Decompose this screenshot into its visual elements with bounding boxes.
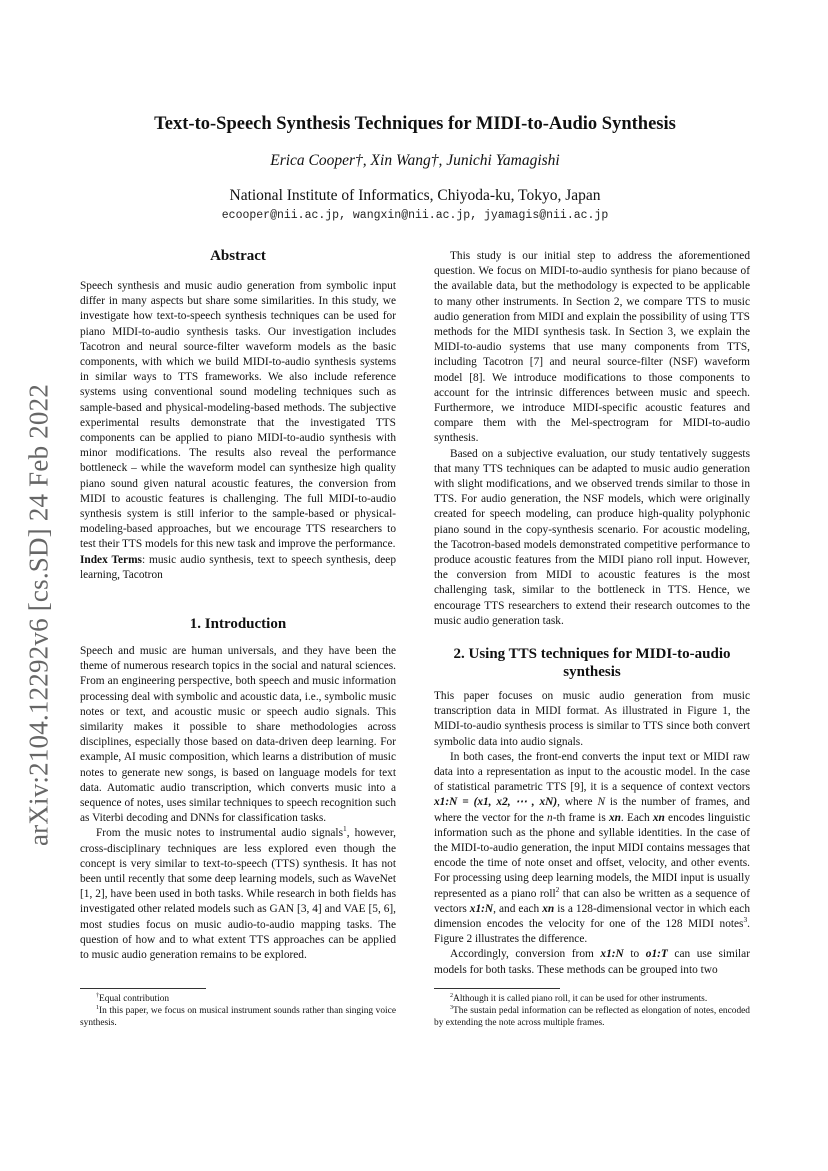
index-terms-label: Index Terms [80, 553, 142, 566]
footnote-rule-right [434, 988, 560, 989]
intro-paragraph-1: Speech and music are human universals, and they have been the theme of numerous research topics in the social and natural sciences. From an engineering perspective, both speech and music information processing deal with symbolic and acoustic data, i.e., symbolic music notes or text, and acoustic music or speech audio signals. This similarity makes it possible to share methodologies across disciplines, especially those based on data-driven deep learning. For example, AI music composition, which learns a distribution of music notes to generate new songs, is based on language models for text data. Automatic audio transcription, which converts music into a sequence of notes, uses similar techniques to speech recognition such as Viterbi decoding and DNNs for classification tasks. [80, 645, 396, 825]
footnote-rule-left [80, 988, 206, 989]
footnote-marker-3[interactable]: 3 [743, 915, 748, 925]
footnote-equal-contribution: †Equal contribution [96, 992, 170, 1004]
math-context-vectors: x1:N = (x1, x2, ⋯ , xN) [434, 796, 558, 809]
index-terms-text: : music audio synthesis, text to speech synthesis, deep learning, Tacotron [80, 553, 396, 581]
footnote-marker-1[interactable]: 1 [343, 824, 347, 834]
abstract-heading: Abstract [210, 248, 266, 264]
right-paragraph-2: Based on a subjective evaluation, our study tentatively suggests that many TTS techniques can be adapted to music audio generation with slight modifications, and we observed trends similar to those in TTS. For audio generation, the NSF models, which were originally created for speech modeling, can produce high-quality polyphonic piano sound in the copy-synthesis scenario. For acoustic modeling, the Tacotron-based models demonstrated competitive performance to produce acoustic features from the MIDI piano roll input. However, the conversion from MIDI to acoustic features is the most challenging task, similar to the bottleneck in TTS. Hence, we encourage TTS researchers to extend their research outcomes to the music audio generation task. [434, 447, 750, 627]
abstract-text: Speech synthesis and music audio generation from symbolic input differ in many aspects but share some similarities. In this study, we investigate how text-to-speech synthesis techniques can be used for piano MIDI-to-audio synthesis tasks. Our investigation includes Tacotron and neural source-filter waveform models as the basic components, with which we build MIDI-to-audio synthesis systems in similar ways to TTS frameworks. We also include reference systems using conventional sound modeling techniques such as sample-based and physical-modeling-based methods. The subjective experimental results demonstrate that the investigated TTS components can be applied to piano MIDI-to-audio synthesis with minor modifications. The results also reveal the performance bottleneck – while the waveform model can synthesize high quality piano sound given natural acoustic features, the conversion from MIDI to acoustic features is challenging. The full MIDI-to-audio synthesis system is still inferior to the sample-based or physical-modeling-based approaches, but we encourage TTS researchers to test their TTS models for this new task and improve the performance. [80, 280, 396, 551]
footnote-marker-2[interactable]: 2 [555, 884, 560, 894]
section-2-body [434, 689, 750, 978]
abstract-body [80, 279, 396, 583]
intro-heading: 1. Introduction [189, 616, 287, 632]
footnote-3: $^3$The sustain pedal information can be reflected as elongation of notes, encoded by extending the note across multiple frames. [434, 1005, 750, 1029]
author-list: Erica Cooper†, Xin Wang†, Junichi Yamagishi [270, 152, 560, 169]
footnote-2: $^2$Although it is called piano roll, it can be used for other instruments. [450, 992, 708, 1004]
intro-paragraph-2 [80, 826, 396, 963]
intro-p2-rest: , however, cross-disciplinary techniques are less explored even though the concept is very similar to text-to-speech (TTS) synthesis. It has not been until recently that some deep learning models, such as WaveNet [1, 2], have been used in both tasks. While research in both fields has investigated other related models such as GAN [3, 4] and VAE [5, 6], most studies focus on music audio-to-audio mapping tasks. The question of how and to what extent TTS approaches can be applied to music audio generation remains to be explored. [80, 827, 396, 962]
right-paragraph-1: This study is our initial step to address the aforementioned question. We focus on MIDI-to-audio synthesis for piano because of the available data, but the methodology is expected to be applicable to many other instruments. In Section 2, we compare TTS to music audio generation from MIDI and explain the possibility of using TTS methods for the MIDI synthesis task. In Section 3, we explain the MIDI-to-audio systems that use many components from TTS, including Tacotron [7] and neural source-filter (NSF) waveform model [8]. We introduce modifications to those components to account for the intrinsic differences between music and speech. Furthermore, we introduce MIDI-specific acoustic features and compare them with the Mel-spectrogram for MIDI-to-audio synthesis. [434, 250, 750, 445]
right-column-body [434, 249, 750, 629]
footnotes-right [434, 993, 750, 1030]
paper-title: Text-to-Speech Synthesis Techniques for MIDI-to-Audio Synthesis [154, 114, 676, 134]
index-terms [80, 553, 396, 583]
section-2-heading: 2. Using TTS techniques for MIDI-to-audio synthesis [453, 646, 731, 680]
footnotes-left [80, 993, 396, 1030]
footnote-1: $^1$In this paper, we focus on musical instrument sounds rather than singing voice synthesis. [80, 1005, 396, 1029]
affiliation: National Institute of Informatics, Chiyoda-ku, Tokyo, Japan [229, 187, 601, 204]
intro-p2-start: From the music notes to instrumental audio signals [96, 827, 343, 840]
section-2-paragraph-2: In both cases, the front-end converts the input text or MIDI raw data into a representation as input to the acoustic model. In the case of statistical parametric TTS [9], it is a sequence of context vectors x1:N = (x1, x2, ⋯ , xN), where N is the number of frames, and where the vector for the n-th frame is xn. Each xn encodes linguistic information such as the phone and syllable identities. In the case of the MIDI-to-audio generation, the input MIDI contains messages that encode the time of note onset and offset, velocity, and other events. For processing using deep learning models, the MIDI input is usually represented as a piano roll$^2$ that can also be written as a sequence of vectors x1:N, and each xn is a 128-dimensional vector in which each dimension encodes the velocity for one of the 128 MIDI notes$^3$. Figure 2 illustrates the difference. [434, 750, 751, 946]
arxiv-sidebar-stamp [23, 355, 54, 875]
section-2-paragraph-1: This paper focuses on music audio generation from music transcription data in MIDI format. As illustrated in Figure 1, the MIDI-to-audio synthesis process is similar to TTS since both convert symbolic data into audio signals. [434, 690, 750, 748]
arxiv-id: arXiv:2104.12292v6 [cs.SD] 24 Feb 2022 [23, 383, 54, 847]
section-2-paragraph-3: Accordingly, conversion from x1:N to o1:T can use similar models for both tasks. These methods can be grouped into two [434, 948, 750, 976]
author-emails: ecooper@nii.ac.jp, wangxin@nii.ac.jp, jyamagis@nii.ac.jp [221, 209, 609, 222]
intro-body [80, 644, 396, 963]
